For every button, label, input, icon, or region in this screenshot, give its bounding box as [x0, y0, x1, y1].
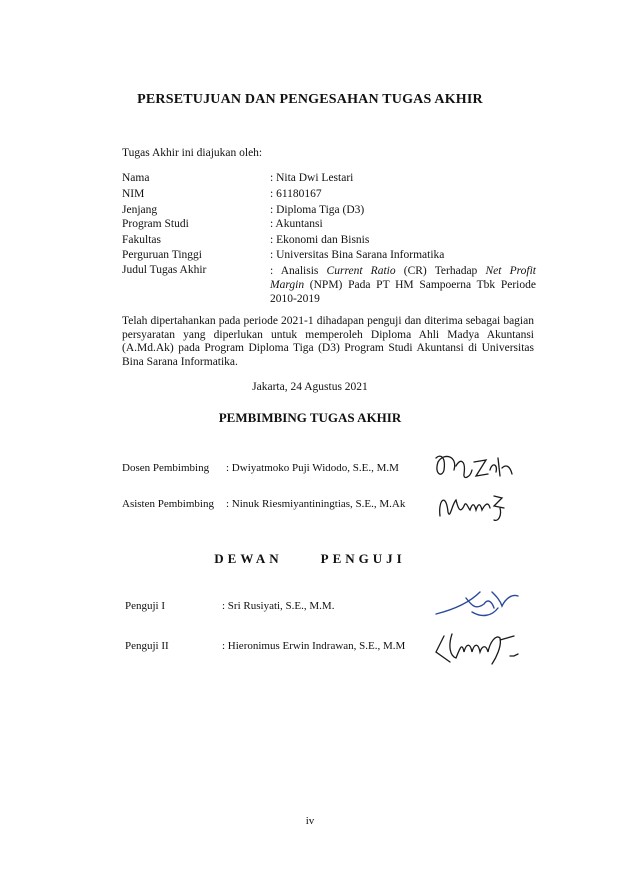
page-number: iv — [305, 815, 315, 827]
field-value-jenjang: : Diploma Tiga (D3) — [270, 204, 365, 216]
penguji2-label: Penguji II — [125, 640, 169, 652]
field-value-perguruan-tinggi: : Universitas Bina Sarana Informatika — [270, 249, 445, 261]
penguji2-signature — [430, 622, 526, 668]
field-label-judul: Judul Tugas Akhir — [122, 264, 207, 276]
field-label-program-studi: Program Studi — [122, 218, 189, 230]
asisten-value: : Ninuk Riesmiyantiningtias, S.E., M.Ak — [226, 498, 406, 510]
penguji1-label: Penguji I — [125, 600, 166, 612]
intro-text: Tugas Akhir ini diajukan oleh: — [122, 147, 263, 159]
field-value-fakultas: : Ekonomi dan Bisnis — [270, 234, 370, 246]
field-label-jenjang: Jenjang — [122, 204, 158, 216]
asisten-signature — [432, 486, 522, 526]
field-label-nim: NIM — [122, 188, 145, 200]
body-paragraph: Telah dipertahankan pada periode 2021-1 dihadapan penguji dan diterima sebagai bagian persyaratan yang diperlukan untuk memperoleh Diploma Ahli Madya Akuntansi (A.Md.Ak) pada Program Diploma Tiga (D3) Program Studi Akuntansi di Universitas Bina Sarana Informatika. — [122, 315, 534, 368]
dewan-word: DEWAN — [214, 551, 283, 566]
penguji2-value: : Hieronimus Erwin Indrawan, S.E., M.M — [222, 640, 406, 652]
field-value-program-studi: : Akuntansi — [270, 218, 323, 230]
dosen-signature — [430, 448, 526, 484]
penguji1-signature — [432, 584, 524, 620]
date-line: Jakarta, 24 Agustus 2021 — [252, 381, 368, 393]
dewan-penguji-heading — [0, 551, 620, 567]
field-label-nama: Nama — [122, 172, 150, 184]
field-value-nama: : Nita Dwi Lestari — [270, 172, 354, 184]
page-title: PERSETUJUAN DAN PENGESAHAN TUGAS AKHIR — [137, 92, 483, 107]
field-label-fakultas: Fakultas — [122, 234, 161, 246]
judul-line-1: : Analisis Current Ratio (CR) Terhadap Net Profit Margin (NPM) Pada PT HM Sampoerna Tbk Periode 2010-2019 — [270, 265, 536, 305]
dosen-label: Dosen Pembimbing — [122, 462, 210, 474]
asisten-label: Asisten Pembimbing — [122, 498, 214, 510]
field-value-nim: : 61180167 — [270, 188, 322, 200]
penguji-word: PENGUJI — [320, 551, 406, 566]
field-value-judul — [270, 264, 536, 306]
penguji1-value: : Sri Rusiyati, S.E., M.M. — [222, 600, 335, 612]
pembimbing-heading: PEMBIMBING TUGAS AKHIR — [218, 410, 402, 425]
dosen-value: : Dwiyatmoko Puji Widodo, S.E., M.M — [226, 462, 399, 474]
field-label-perguruan-tinggi: Perguruan Tinggi — [122, 249, 202, 261]
